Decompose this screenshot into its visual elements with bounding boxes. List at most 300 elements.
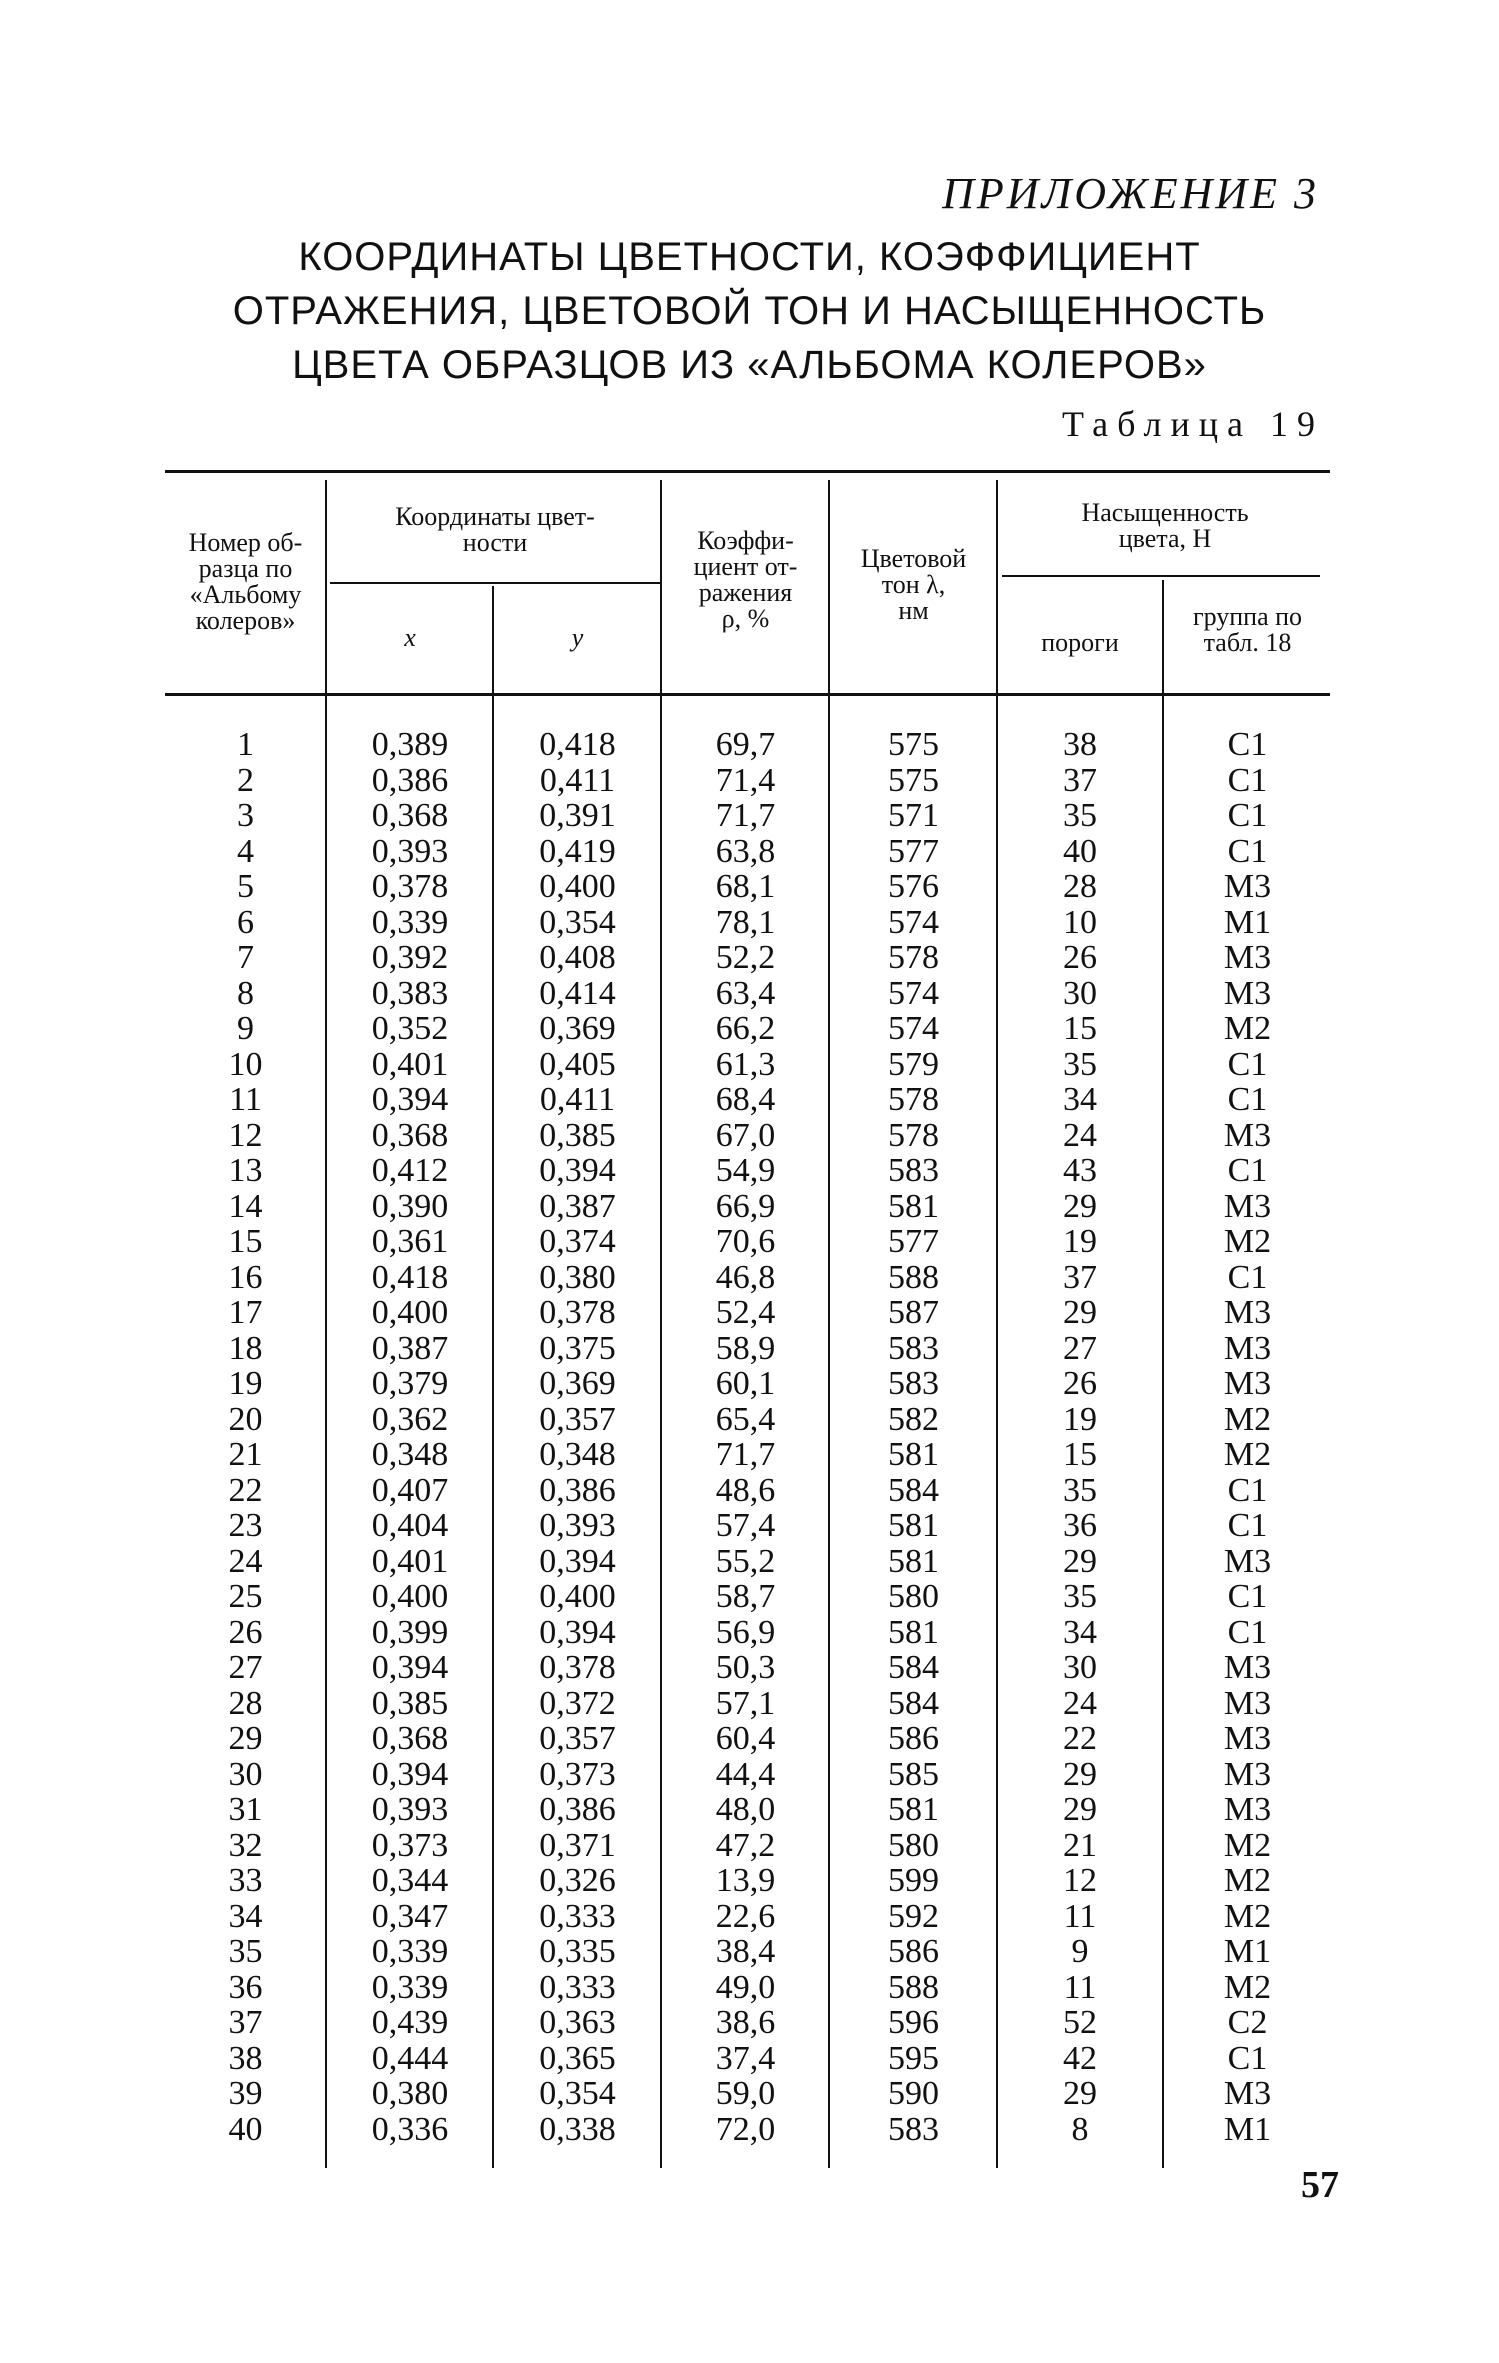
table-cell: 0,352 [371, 1010, 449, 1047]
table-cell: 581 [888, 1187, 939, 1225]
table-cell: 29 [1063, 1791, 1097, 1828]
table-cell: 0,393 [371, 1791, 449, 1828]
table-cell: 29 [1063, 1755, 1097, 1793]
table-cell: 9 [1071, 1933, 1089, 1970]
table-cell: 0,385 [371, 1684, 449, 1722]
table-cell: 0,400 [371, 1578, 449, 1615]
table-cell: 0,394 [539, 1542, 616, 1580]
table-cell: 578 [888, 939, 939, 976]
table-cell: 56,9 [715, 1613, 776, 1651]
table-cell: 28 [1063, 868, 1097, 905]
table-label: Таблица 19 [1062, 404, 1324, 444]
table-cell: 595 [888, 2039, 939, 2077]
table-cell: 48,6 [715, 1471, 776, 1509]
table-cell: 0,357 [539, 1400, 616, 1438]
table-cell: 584 [888, 1649, 939, 1686]
table-cell: 58,7 [715, 1578, 776, 1615]
table-cell: 71,7 [715, 797, 776, 834]
table-cell: 38 [228, 2039, 263, 2077]
table-cell: 584 [888, 1471, 939, 1509]
table-cell: 0,335 [539, 1933, 616, 1970]
table-cell: 21 [1063, 1826, 1097, 1864]
table-cell: 0,368 [371, 797, 449, 834]
table-cell: 22 [228, 1471, 263, 1509]
table-cell: M3 [1223, 868, 1272, 905]
table-cell: 8 [1071, 2110, 1089, 2148]
table-cell: C1 [1227, 1081, 1268, 1118]
table-cell: 0,378 [539, 1294, 616, 1331]
table-cell: 0,394 [539, 1613, 616, 1651]
table-cell: 0,389 [371, 726, 449, 763]
table-cell: 59,0 [715, 2075, 776, 2112]
table-cell: 27 [1063, 1329, 1097, 1367]
header-reflectance: Коэффи- циент от- ражения ρ, % [693, 526, 798, 633]
table-cell: 24 [1063, 1684, 1097, 1722]
table-cell: 0,336 [371, 2110, 449, 2148]
table-cell: 0,386 [371, 761, 449, 799]
table-cell: 38 [1063, 726, 1097, 763]
table-cell: 10 [228, 1045, 263, 1083]
table-cell: 0,362 [371, 1400, 449, 1438]
table-cell: 13 [228, 1152, 263, 1189]
table-cell: 583 [888, 1365, 939, 1402]
table-cell: 583 [888, 2110, 939, 2148]
table-cell: 9 [237, 1010, 254, 1047]
table-cell: 61,3 [715, 1045, 776, 1083]
table-cell: 0,371 [539, 1826, 616, 1864]
table-cell: 578 [888, 1081, 939, 1118]
column-hue [831, 727, 996, 2147]
table-cell: 574 [888, 1010, 939, 1047]
table-cell: M3 [1223, 2075, 1272, 2112]
table-cell: 47,2 [715, 1826, 776, 1864]
table-cell: 0,392 [371, 939, 449, 976]
table-cell: 63,8 [715, 832, 776, 870]
table-cell: 0,379 [371, 1365, 449, 1402]
col-divider [660, 480, 662, 2168]
table-cell: 0,378 [539, 1649, 616, 1686]
table-cell: M2 [1223, 1400, 1272, 1438]
table-cell: 587 [888, 1294, 939, 1331]
table-cell: 11 [229, 1081, 262, 1118]
table-cell: 29 [1063, 1542, 1097, 1580]
table-cell: 11 [1063, 1968, 1097, 2006]
table-cell: 0,418 [371, 1258, 449, 1296]
table-cell: M3 [1223, 1755, 1272, 1793]
table-cell: 30 [228, 1755, 263, 1793]
table-cell: 581 [888, 1613, 939, 1651]
header-sample-no: Номер об- разца по «Альбому колеров» [188, 528, 303, 635]
table-cell: 68,4 [715, 1081, 776, 1118]
table-cell: M3 [1223, 1365, 1272, 1402]
table-cell: M3 [1223, 1720, 1272, 1757]
table-cell: C1 [1227, 1507, 1268, 1544]
table-header-rule [165, 693, 1330, 696]
table-cell: C1 [1227, 761, 1268, 799]
table-cell: 24 [228, 1542, 263, 1580]
table-cell: 29 [1063, 2075, 1097, 2112]
table-cell: M3 [1223, 1684, 1272, 1722]
table-cell: 4 [237, 832, 254, 870]
table-cell: 0,380 [371, 2075, 449, 2112]
table-cell: 7 [237, 939, 254, 976]
title-line: ЦВЕТА ОБРАЗЦОВ ИЗ «АЛЬБОМА КОЛЕРОВ» [292, 343, 1207, 387]
table-cell: 588 [888, 1968, 939, 2006]
table-cell: 52,4 [715, 1294, 776, 1331]
table-cell: 40 [228, 2110, 263, 2148]
header-x: x [404, 623, 416, 652]
table-cell: 42 [1063, 2039, 1097, 2077]
table-cell: 0,339 [371, 1933, 449, 1970]
col-divider [828, 480, 830, 2168]
table-cell: 581 [888, 1507, 939, 1544]
table-cell: 0,368 [371, 1720, 449, 1757]
table-cell: 583 [888, 1152, 939, 1189]
table-cell: 26 [1063, 939, 1097, 976]
table-cell: 0,348 [371, 1436, 449, 1473]
table-cell: 57,1 [715, 1684, 776, 1722]
table-cell: 575 [888, 726, 939, 763]
table-cell: 581 [888, 1542, 939, 1580]
table-cell: 34 [228, 1897, 263, 1935]
table-cell: 0,411 [539, 1081, 616, 1118]
table-cell: 70,6 [715, 1223, 776, 1260]
table-cell: 0,344 [371, 1862, 449, 1899]
table-cell: M3 [1223, 1542, 1272, 1580]
table-cell: 576 [888, 868, 939, 905]
table-cell: 38,4 [715, 1933, 776, 1970]
title-line: ОТРАЖЕНИЯ, ЦВЕТОВОЙ ТОН И НАСЫЩЕННОСТЬ [232, 289, 1267, 333]
table-cell: 0,390 [371, 1187, 449, 1225]
table-cell: 0,386 [539, 1791, 616, 1828]
table-cell: 22,6 [715, 1897, 776, 1935]
table-cell: 40 [1063, 832, 1097, 870]
table-cell: 0,394 [371, 1649, 449, 1686]
table-cell: C2 [1227, 2004, 1268, 2041]
table-cell: 25 [228, 1578, 263, 1615]
table-cell: 0,444 [371, 2039, 449, 2077]
table-cell: 0,348 [539, 1436, 616, 1473]
page-title [0, 230, 1499, 392]
table-cell: M3 [1223, 1791, 1272, 1828]
table-cell: 0,347 [371, 1897, 449, 1935]
table-cell: 0,400 [539, 1578, 616, 1615]
table-cell: 580 [888, 1578, 939, 1615]
table-cell: 0,386 [539, 1471, 616, 1509]
table-cell: 8 [237, 974, 254, 1012]
table-cell: 15 [228, 1223, 263, 1260]
table-cell: 577 [888, 1223, 939, 1260]
table-cell: 0,393 [539, 1507, 616, 1544]
column-y [495, 727, 660, 2147]
table-cell: 19 [228, 1365, 263, 1402]
table-cell: M3 [1223, 1116, 1272, 1154]
table-cell: 586 [888, 1720, 939, 1757]
table-cell: 583 [888, 1329, 939, 1367]
header-thresholds: пороги [1041, 628, 1119, 657]
table-cell: 0,369 [539, 1010, 616, 1047]
coords-subrule [330, 582, 660, 584]
column-reflectance [663, 727, 828, 2147]
table-cell: 31 [228, 1791, 263, 1828]
table-cell: 0,333 [539, 1968, 616, 2006]
table-cell: 586 [888, 1933, 939, 1970]
table-cell: 0,373 [539, 1755, 616, 1793]
table-cell: 0,391 [539, 797, 616, 834]
table-cell: 0,400 [371, 1294, 449, 1331]
table-cell: 0,404 [371, 1507, 449, 1544]
table-cell: C1 [1227, 1578, 1268, 1615]
table-cell: M3 [1223, 1187, 1272, 1225]
table-cell: 26 [228, 1613, 263, 1651]
table-cell: 578 [888, 1116, 939, 1154]
table-cell: 57,4 [715, 1507, 776, 1544]
table-cell: 0,408 [539, 939, 616, 976]
table-cell: 71,7 [715, 1436, 776, 1473]
table-cell: 14 [228, 1187, 263, 1225]
table-cell: 0,412 [371, 1152, 449, 1189]
table-cell: 38,6 [715, 2004, 776, 2041]
table-cell: 29 [228, 1720, 263, 1757]
table-cell: 0,339 [371, 903, 449, 941]
table-cell: 60,1 [715, 1365, 776, 1402]
table-cell: 26 [1063, 1365, 1097, 1402]
table-cell: M3 [1223, 974, 1272, 1012]
table-cell: 0,369 [539, 1365, 616, 1402]
table-cell: M3 [1223, 1649, 1272, 1686]
table-cell: 60,4 [715, 1720, 776, 1757]
table-cell: 18 [228, 1329, 263, 1367]
table-top-rule [165, 470, 1330, 473]
table-cell: 0,439 [371, 2004, 449, 2041]
table-cell: 48,0 [715, 1791, 776, 1828]
table-cell: M2 [1223, 1436, 1272, 1473]
table-cell: 19 [1063, 1223, 1097, 1260]
table-cell: 585 [888, 1755, 939, 1793]
table-cell: 19 [1063, 1400, 1097, 1438]
header-hue: Цветовой тон λ, нм [860, 544, 967, 625]
table-cell: 0,326 [539, 1862, 616, 1899]
table-cell: 581 [888, 1791, 939, 1828]
table-cell: 49,0 [715, 1968, 776, 2006]
table-cell: M3 [1223, 1329, 1272, 1367]
table-cell: 0,378 [371, 868, 449, 905]
table-cell: 43 [1063, 1152, 1097, 1189]
table-cell: 0,394 [371, 1755, 449, 1793]
table-cell: 0,419 [539, 832, 616, 870]
table-cell: 35 [1063, 1578, 1097, 1615]
table-cell: 0,385 [539, 1116, 616, 1154]
table-cell: C1 [1227, 2039, 1268, 2077]
table-cell: 32 [228, 1826, 263, 1864]
header-y: y [571, 623, 584, 652]
table-cell: 0,400 [539, 868, 616, 905]
table-cell: 0,387 [371, 1329, 449, 1367]
table-cell: 0,401 [371, 1045, 449, 1083]
table-cell: 0,394 [371, 1081, 449, 1118]
table-cell: M3 [1223, 1294, 1272, 1331]
table-cell: 0,407 [371, 1471, 449, 1509]
table-cell: 37 [1063, 761, 1097, 799]
table-cell: 571 [888, 797, 939, 834]
table-cell: M1 [1223, 1933, 1272, 1970]
table-cell: 16 [228, 1258, 263, 1296]
table-cell: 2 [237, 761, 254, 799]
table-cell: 577 [888, 832, 939, 870]
table-cell: 23 [228, 1507, 263, 1544]
table-cell: 13,9 [715, 1862, 776, 1899]
table-cell: C1 [1227, 1258, 1268, 1296]
table-cell: M3 [1223, 939, 1272, 976]
table-cell: 0,373 [371, 1826, 449, 1864]
table-cell: 596 [888, 2004, 939, 2041]
table-cell: 588 [888, 1258, 939, 1296]
header-group: группа по табл. 18 [1192, 602, 1303, 657]
table-cell: 30 [1063, 974, 1097, 1012]
table-cell: 580 [888, 1826, 939, 1864]
saturation-subrule [1002, 575, 1320, 577]
table-cell: 592 [888, 1897, 939, 1935]
table-cell: 10 [1063, 903, 1097, 941]
table-cell: 0,339 [371, 1968, 449, 2006]
header-saturation: Насыщенность цвета, H [1081, 498, 1249, 553]
table-cell: 0,368 [371, 1116, 449, 1154]
table-cell: 36 [1063, 1507, 1097, 1544]
col-divider [1162, 580, 1164, 2168]
table-cell: 0,394 [539, 1152, 616, 1189]
table-cell: 0,405 [539, 1045, 616, 1083]
table-cell: 0,354 [539, 903, 616, 941]
table-cell: 12 [228, 1116, 263, 1154]
table-cell: 584 [888, 1684, 939, 1722]
table-cell: 579 [888, 1045, 939, 1083]
table-cell: 29 [1063, 1294, 1097, 1331]
table-cell: 20 [228, 1400, 263, 1438]
table-cell: 78,1 [715, 903, 776, 941]
table-cell: 46,8 [715, 1258, 776, 1296]
column-thresholds [998, 727, 1162, 2147]
table-cell: 590 [888, 2075, 939, 2112]
table-cell: M2 [1223, 1010, 1272, 1047]
table-cell: 12 [1063, 1862, 1097, 1899]
table-cell: 34 [1063, 1081, 1097, 1118]
table-cell: 0,418 [539, 726, 616, 763]
table-cell: 15 [1063, 1010, 1097, 1047]
table-cell: 0,365 [539, 2039, 616, 2077]
table-cell: 581 [888, 1436, 939, 1473]
table-cell: M2 [1223, 1897, 1272, 1935]
table-cell: 582 [888, 1400, 939, 1438]
table-cell: 69,7 [715, 726, 776, 763]
table-cell: M2 [1223, 1826, 1272, 1864]
table-cell: 37,4 [715, 2039, 776, 2077]
table-cell: C1 [1227, 1471, 1268, 1509]
appendix-label: ПРИЛОЖЕНИЕ 3 [942, 169, 1319, 218]
table-cell: 0,333 [539, 1897, 616, 1935]
table-cell: 0,380 [539, 1258, 616, 1296]
table-cell: 35 [1063, 797, 1097, 834]
table-cell: 22 [1063, 1720, 1097, 1757]
table-cell: M2 [1223, 1223, 1272, 1260]
table-cell: 54,9 [715, 1152, 776, 1189]
table-cell: 24 [1063, 1116, 1097, 1154]
table-cell: 58,9 [715, 1329, 776, 1367]
table-cell: C1 [1227, 832, 1268, 870]
table-cell: 29 [1063, 1187, 1097, 1225]
table-cell: 35 [1063, 1045, 1097, 1083]
table-cell: 0,411 [539, 761, 616, 799]
table-cell: 35 [1063, 1471, 1097, 1509]
table-cell: M2 [1223, 1862, 1272, 1899]
table-cell: 0,375 [539, 1329, 616, 1367]
table-cell: 3 [237, 797, 254, 834]
table-cell: 66,9 [715, 1187, 776, 1225]
table-cell: 0,363 [539, 2004, 616, 2041]
column-x [330, 727, 490, 2147]
table-cell: 6 [237, 903, 254, 941]
table-cell: 15 [1063, 1436, 1097, 1473]
table-cell: 55,2 [715, 1542, 776, 1580]
table-cell: 5 [237, 868, 254, 905]
table-cell: M2 [1223, 1968, 1272, 2006]
table-cell: 0,372 [539, 1684, 616, 1722]
table-cell: 0,354 [539, 2075, 616, 2112]
table-cell: 11 [1063, 1897, 1097, 1935]
table-cell: 63,4 [715, 974, 776, 1012]
table-cell: C1 [1227, 1613, 1268, 1651]
table-cell: 34 [1063, 1613, 1097, 1651]
table-cell: 0,387 [539, 1187, 616, 1225]
table-cell: 574 [888, 974, 939, 1012]
table-cell: M1 [1223, 2110, 1272, 2148]
table-cell: 0,357 [539, 1720, 616, 1757]
table-cell: 30 [1063, 1649, 1097, 1686]
table-cell: 0,374 [539, 1223, 616, 1260]
table-cell: 44,4 [715, 1755, 776, 1793]
column-group [1165, 727, 1330, 2147]
table-cell: C1 [1227, 1152, 1268, 1189]
table-cell: C1 [1227, 797, 1268, 834]
column-sample-no [168, 727, 323, 2147]
table-cell: 574 [888, 903, 939, 941]
header-coords: Координаты цвет- ности [395, 502, 595, 557]
table-cell: C1 [1227, 1045, 1268, 1083]
title-line: КООРДИНАТЫ ЦВЕТНОСТИ, КОЭФФИЦИЕНТ [298, 235, 1201, 279]
table-cell: 36 [228, 1968, 263, 2006]
table-cell: 28 [228, 1684, 263, 1722]
table-cell: 0,393 [371, 832, 449, 870]
table-cell: 21 [228, 1436, 263, 1473]
table-cell: 0,383 [371, 974, 449, 1012]
table-cell: 1 [237, 726, 254, 763]
table-cell: 52 [1063, 2004, 1097, 2041]
table-cell: 37 [228, 2004, 263, 2041]
table-cell: 65,4 [715, 1400, 776, 1438]
table-cell: 71,4 [715, 761, 776, 799]
table-cell: 52,2 [715, 939, 776, 976]
table-cell: 67,0 [715, 1116, 776, 1154]
table-cell: 66,2 [715, 1010, 776, 1047]
table-cell: 599 [888, 1862, 939, 1899]
table-cell: 0,401 [371, 1542, 449, 1580]
table-cell: 35 [228, 1933, 263, 1970]
table-cell: 0,338 [539, 2110, 616, 2148]
table-cell: 27 [228, 1649, 263, 1686]
table-cell: M1 [1223, 903, 1272, 941]
table-cell: 575 [888, 761, 939, 799]
table-cell: 0,361 [371, 1223, 449, 1260]
table-cell: 33 [228, 1862, 263, 1899]
